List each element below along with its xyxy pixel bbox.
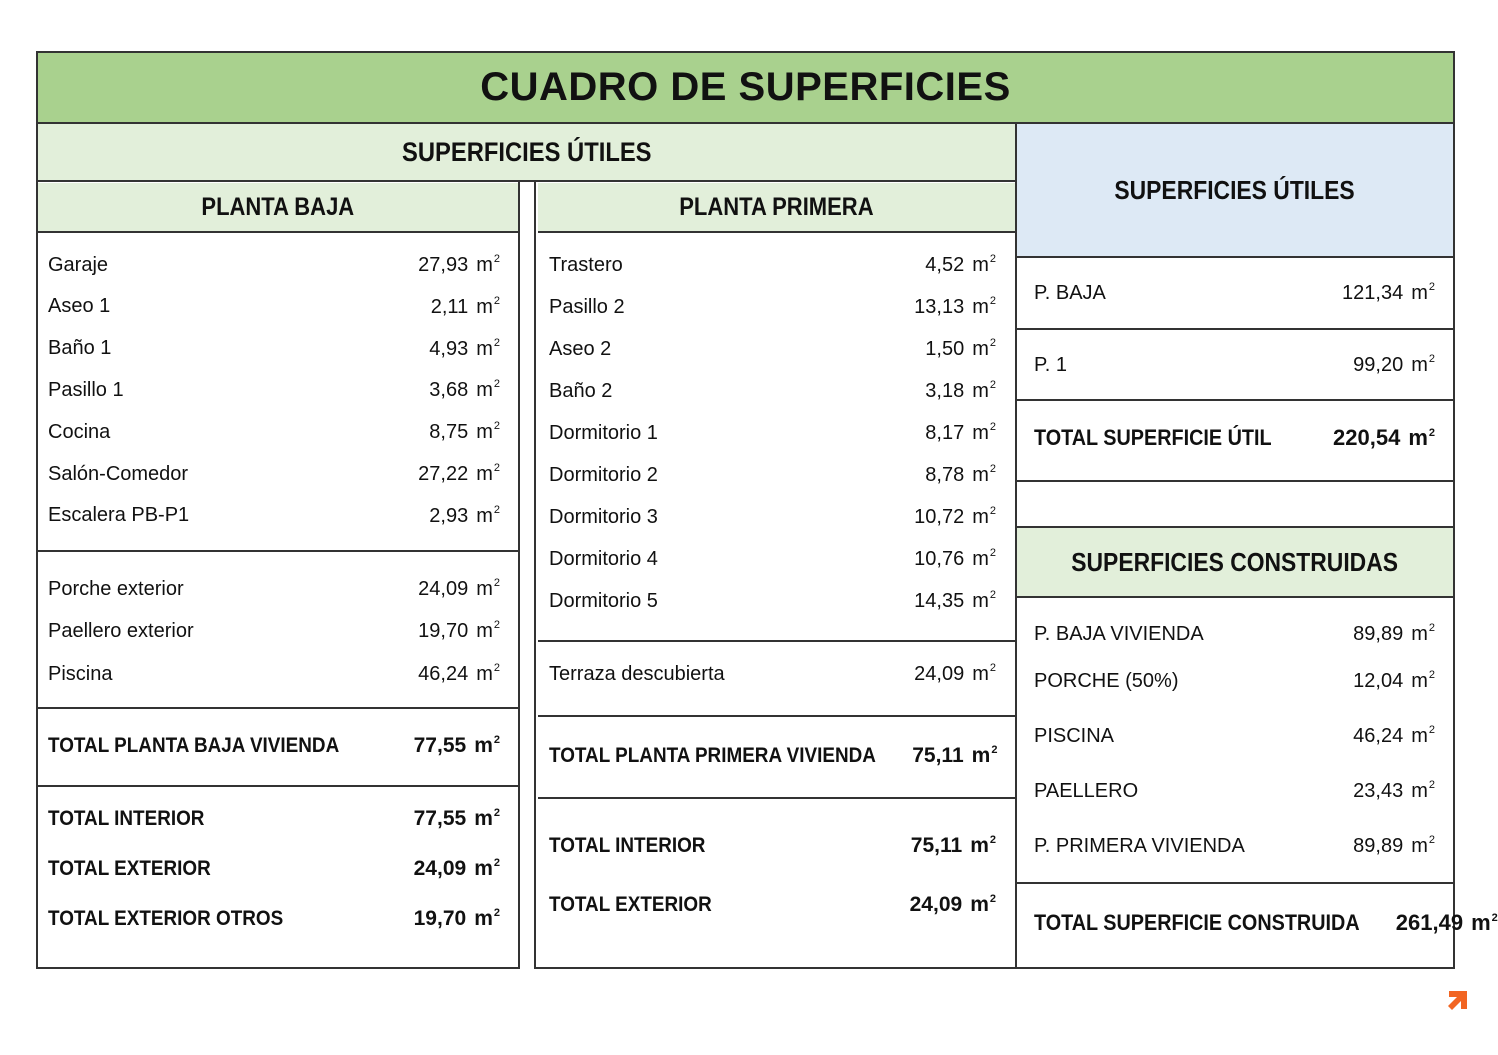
table-row (1034, 720, 1435, 752)
row-number: 24,09 (418, 578, 469, 600)
row-unit-exponent: 2 (989, 547, 996, 559)
table-row (1034, 665, 1435, 697)
row-label: TOTAL INTERIOR (48, 807, 205, 830)
row-label: P. 1 (1034, 353, 1067, 376)
row-number: 19,70 (413, 907, 467, 930)
table-row (549, 375, 996, 407)
divider (38, 707, 518, 709)
row-number: 27,22 (418, 463, 469, 485)
row-unit: m (476, 295, 493, 318)
row-unit: m (476, 504, 493, 527)
row-unit: m (972, 380, 989, 402)
row-label: TOTAL PLANTA BAJA VIVIENDA (48, 734, 340, 757)
row-value (418, 253, 500, 277)
row-unit-exponent: 2 (989, 893, 996, 905)
row-label: P. BAJA (1034, 281, 1106, 304)
row-unit: m (1471, 910, 1491, 935)
row-label: Dormitorio 3 (549, 505, 658, 528)
row-label: Baño 1 (48, 337, 112, 360)
resumen-utiles-header (1017, 124, 1453, 258)
row-number: 46,24 (418, 663, 469, 685)
row-unit: m (972, 296, 989, 318)
row-unit-exponent: 2 (989, 337, 996, 349)
table-row (48, 374, 500, 406)
row-number: 8,17 (925, 422, 965, 444)
row-label: TOTAL EXTERIOR (549, 893, 712, 916)
row-unit-exponent: 2 (493, 807, 500, 819)
row-unit-exponent: 2 (493, 577, 500, 589)
arrow-up-right-icon (1446, 988, 1470, 1012)
row-value (414, 807, 500, 831)
row-label: PISCINA (1034, 724, 1115, 747)
row-number: 3,18 (925, 380, 965, 402)
row-label: TOTAL SUPERFICIE CONSTRUIDA (1034, 910, 1360, 935)
row-value (925, 379, 996, 403)
table-row (48, 500, 500, 532)
row-unit-exponent: 2 (989, 834, 996, 846)
page-title (36, 51, 1455, 124)
row-number: 24,09 (914, 663, 965, 685)
table-row (48, 730, 500, 762)
row-value (1353, 834, 1435, 858)
row-unit-exponent: 2 (493, 253, 500, 265)
row-unit-exponent: 2 (493, 662, 500, 674)
row-unit: m (476, 578, 493, 600)
row-unit-exponent: 2 (991, 744, 998, 756)
divider (538, 797, 1015, 799)
row-value (429, 337, 500, 361)
row-unit: m (972, 548, 989, 570)
row-unit-exponent: 2 (989, 505, 996, 517)
table-row (549, 658, 996, 690)
row-label: Dormitorio 5 (549, 589, 658, 612)
row-value (414, 857, 500, 881)
row-unit-exponent: 2 (989, 295, 996, 307)
row-value (1342, 281, 1435, 305)
row-value (1353, 724, 1435, 748)
row-number: 3,68 (429, 379, 469, 402)
row-value (1353, 669, 1435, 693)
row-unit-exponent: 2 (493, 336, 500, 349)
row-number: 89,89 (1353, 623, 1404, 645)
table-row (48, 416, 500, 448)
table-row (549, 889, 996, 921)
row-value (914, 295, 996, 319)
row-unit: m (972, 338, 989, 360)
row-value (431, 295, 500, 319)
row-number: 2,93 (429, 504, 469, 527)
table-row (549, 333, 996, 365)
row-unit-exponent: 2 (493, 462, 500, 474)
row-label: Porche exterior (48, 577, 184, 600)
table-row (549, 459, 996, 491)
row-number: 89,89 (1353, 835, 1404, 857)
row-value (1353, 622, 1435, 646)
row-value (914, 662, 996, 686)
table-row (549, 291, 996, 323)
row-label: Escalera PB-P1 (48, 504, 190, 527)
row-value (914, 589, 996, 613)
table-row (48, 458, 500, 490)
construidas-title: SUPERFICIES CONSTRUIDAS (1071, 546, 1399, 577)
row-number: 121,34 (1342, 282, 1404, 304)
table-row (48, 658, 500, 690)
row-label: Garaje (48, 253, 109, 276)
table-row (549, 417, 996, 449)
row-number: 8,75 (429, 421, 469, 444)
divider (538, 640, 1015, 642)
row-number: 10,76 (914, 548, 965, 570)
table-row (1034, 618, 1435, 650)
row-number: 2,11 (430, 295, 469, 318)
row-value (429, 378, 500, 402)
row-unit-exponent: 2 (1428, 427, 1435, 439)
row-unit: m (970, 893, 989, 916)
row-number: 75,11 (910, 834, 963, 857)
table-row (549, 501, 996, 533)
row-number: 1,50 (925, 338, 965, 360)
row-unit-exponent: 2 (493, 907, 500, 919)
row-number: 46,24 (1353, 725, 1404, 747)
resumen-utiles-title: SUPERFICIES ÚTILES (1114, 174, 1356, 205)
table-row (48, 291, 500, 323)
row-label: Pasillo 2 (549, 295, 625, 318)
row-unit: m (476, 463, 493, 485)
row-unit: m (1408, 425, 1428, 450)
row-label: Dormitorio 4 (549, 547, 658, 570)
row-number: 8,78 (925, 464, 965, 486)
row-unit: m (972, 464, 989, 486)
table-row (48, 615, 500, 647)
row-unit-exponent: 2 (989, 662, 996, 674)
table-row (1034, 830, 1435, 862)
row-value (1353, 353, 1435, 377)
row-unit: m (1411, 282, 1428, 304)
divider (1017, 882, 1453, 884)
row-label: Terraza descubierta (549, 662, 725, 685)
utiles-section-header (38, 124, 1016, 182)
row-unit-exponent: 2 (493, 503, 500, 516)
row-value (1396, 910, 1498, 936)
table-row (549, 543, 996, 575)
row-value (418, 619, 500, 643)
table-row (48, 803, 500, 835)
divider (538, 715, 1015, 717)
row-value (912, 744, 997, 768)
row-unit: m (1411, 725, 1428, 747)
row-number: 99,20 (1353, 354, 1404, 376)
planta-baja-header (38, 183, 518, 233)
divider (38, 550, 518, 552)
row-value (914, 505, 996, 529)
row-unit-exponent: 2 (989, 253, 996, 265)
row-number: 4,93 (429, 337, 469, 360)
row-value (911, 834, 996, 858)
row-label: Salón-Comedor (48, 462, 189, 485)
row-value (418, 577, 500, 601)
row-value (429, 420, 500, 444)
row-unit-exponent: 2 (1428, 834, 1435, 846)
row-number: 10,72 (914, 506, 965, 528)
row-number: 12,04 (1353, 670, 1404, 692)
table-row (1034, 907, 1498, 939)
table-row (1034, 775, 1435, 807)
row-unit: m (972, 590, 989, 612)
row-unit: m (476, 620, 493, 642)
row-number: 19,70 (418, 620, 469, 642)
row-unit: m (972, 663, 989, 685)
row-label: Cocina (48, 420, 111, 443)
row-unit: m (972, 254, 989, 276)
row-unit-exponent: 2 (1428, 724, 1435, 736)
planta-primera-header (538, 183, 1015, 233)
row-label: Aseo 2 (549, 337, 612, 360)
row-label: Pasillo 1 (48, 378, 124, 401)
row-value (418, 662, 500, 686)
row-unit: m (1411, 670, 1428, 692)
row-value (429, 504, 500, 528)
row-unit: m (972, 506, 989, 528)
row-unit: m (476, 337, 493, 360)
planta-baja-title: PLANTA BAJA (201, 192, 355, 221)
row-unit-exponent: 2 (1428, 622, 1435, 634)
row-number: 14,35 (914, 590, 965, 612)
row-value (414, 907, 500, 931)
row-label: TOTAL EXTERIOR (48, 857, 211, 880)
row-unit-exponent: 2 (989, 589, 996, 601)
table-row (48, 249, 500, 281)
row-number: 77,55 (413, 807, 467, 830)
row-unit-exponent: 2 (493, 857, 500, 869)
table-row (549, 740, 996, 772)
construidas-header (1017, 526, 1453, 598)
row-unit: m (476, 254, 493, 276)
divider (1017, 328, 1453, 330)
row-unit-exponent: 2 (1491, 912, 1498, 924)
table-row (48, 573, 500, 605)
row-label: P. BAJA VIVIENDA (1034, 622, 1204, 645)
row-value (910, 893, 996, 917)
row-label: Dormitorio 1 (549, 421, 658, 444)
table-row (48, 903, 500, 935)
row-unit: m (476, 379, 493, 402)
row-unit: m (474, 857, 493, 880)
utiles-section-title: SUPERFICIES ÚTILES (402, 136, 652, 167)
row-number: 75,11 (912, 744, 964, 767)
divider (1017, 480, 1453, 482)
row-unit-exponent: 2 (989, 421, 996, 433)
row-unit: m (476, 663, 493, 685)
row-value (418, 462, 500, 486)
row-label: Piscina (48, 662, 113, 685)
row-unit-exponent: 2 (493, 420, 500, 433)
row-label: Dormitorio 2 (549, 463, 658, 486)
row-unit: m (972, 422, 989, 444)
row-unit: m (1411, 354, 1428, 376)
row-value (914, 547, 996, 571)
table-row (549, 830, 996, 862)
row-value (925, 463, 996, 487)
page-title-text: CUADRO DE SUPERFICIES (480, 65, 1011, 109)
row-number: 4,52 (925, 254, 965, 276)
row-unit-exponent: 2 (493, 619, 500, 631)
row-value (414, 734, 500, 758)
row-label: TOTAL INTERIOR (549, 834, 706, 857)
row-unit-exponent: 2 (493, 734, 500, 746)
row-unit: m (474, 807, 493, 830)
table-row (1034, 277, 1435, 309)
row-value (925, 337, 996, 361)
row-label: Baño 2 (549, 379, 613, 402)
row-unit-exponent: 2 (1428, 779, 1435, 791)
row-number: 24,09 (909, 893, 963, 916)
row-number: 23,43 (1353, 780, 1404, 802)
row-unit-exponent: 2 (1428, 281, 1435, 293)
row-unit-exponent: 2 (1428, 353, 1435, 365)
row-label: PAELLERO (1034, 779, 1139, 802)
table-row (1034, 349, 1435, 381)
row-label: TOTAL PLANTA PRIMERA VIVIENDA (549, 744, 876, 767)
row-unit: m (970, 834, 989, 857)
column-gap (518, 182, 536, 969)
table-row (1034, 422, 1435, 454)
row-number: 220,54 (1333, 425, 1401, 450)
row-label: PORCHE (50%) (1034, 669, 1179, 692)
row-number: 261,49 (1395, 910, 1464, 935)
row-label: Trastero (549, 253, 623, 276)
row-label: TOTAL SUPERFICIE ÚTIL (1034, 425, 1272, 450)
row-value (925, 421, 996, 445)
row-unit-exponent: 2 (989, 463, 996, 475)
divider (38, 785, 518, 787)
row-unit: m (971, 744, 991, 767)
row-unit: m (476, 421, 493, 444)
row-unit: m (1411, 780, 1428, 802)
row-number: 27,93 (418, 254, 469, 276)
row-unit-exponent: 2 (1428, 669, 1435, 681)
row-number: 77,55 (413, 734, 467, 757)
row-unit-exponent: 2 (989, 379, 996, 391)
row-unit: m (1411, 623, 1428, 645)
planta-primera-title: PLANTA PRIMERA (679, 192, 874, 221)
row-unit-exponent: 2 (493, 294, 500, 307)
table-row (48, 333, 500, 365)
row-label: Paellero exterior (48, 619, 194, 642)
row-value (1333, 425, 1435, 451)
row-unit: m (474, 734, 493, 757)
row-number: 24,09 (413, 857, 467, 880)
table-row (549, 585, 996, 617)
row-label: P. PRIMERA VIVIENDA (1034, 834, 1245, 857)
row-unit: m (474, 907, 493, 930)
row-number: 13,13 (914, 296, 965, 318)
row-label: TOTAL EXTERIOR OTROS (48, 907, 284, 930)
table-row (48, 853, 500, 885)
divider (1017, 399, 1453, 401)
table-row (549, 249, 996, 281)
row-value (925, 253, 996, 277)
row-unit-exponent: 2 (493, 378, 500, 391)
row-value (1353, 779, 1435, 803)
row-unit: m (1411, 835, 1428, 857)
row-label: Aseo 1 (48, 295, 111, 318)
